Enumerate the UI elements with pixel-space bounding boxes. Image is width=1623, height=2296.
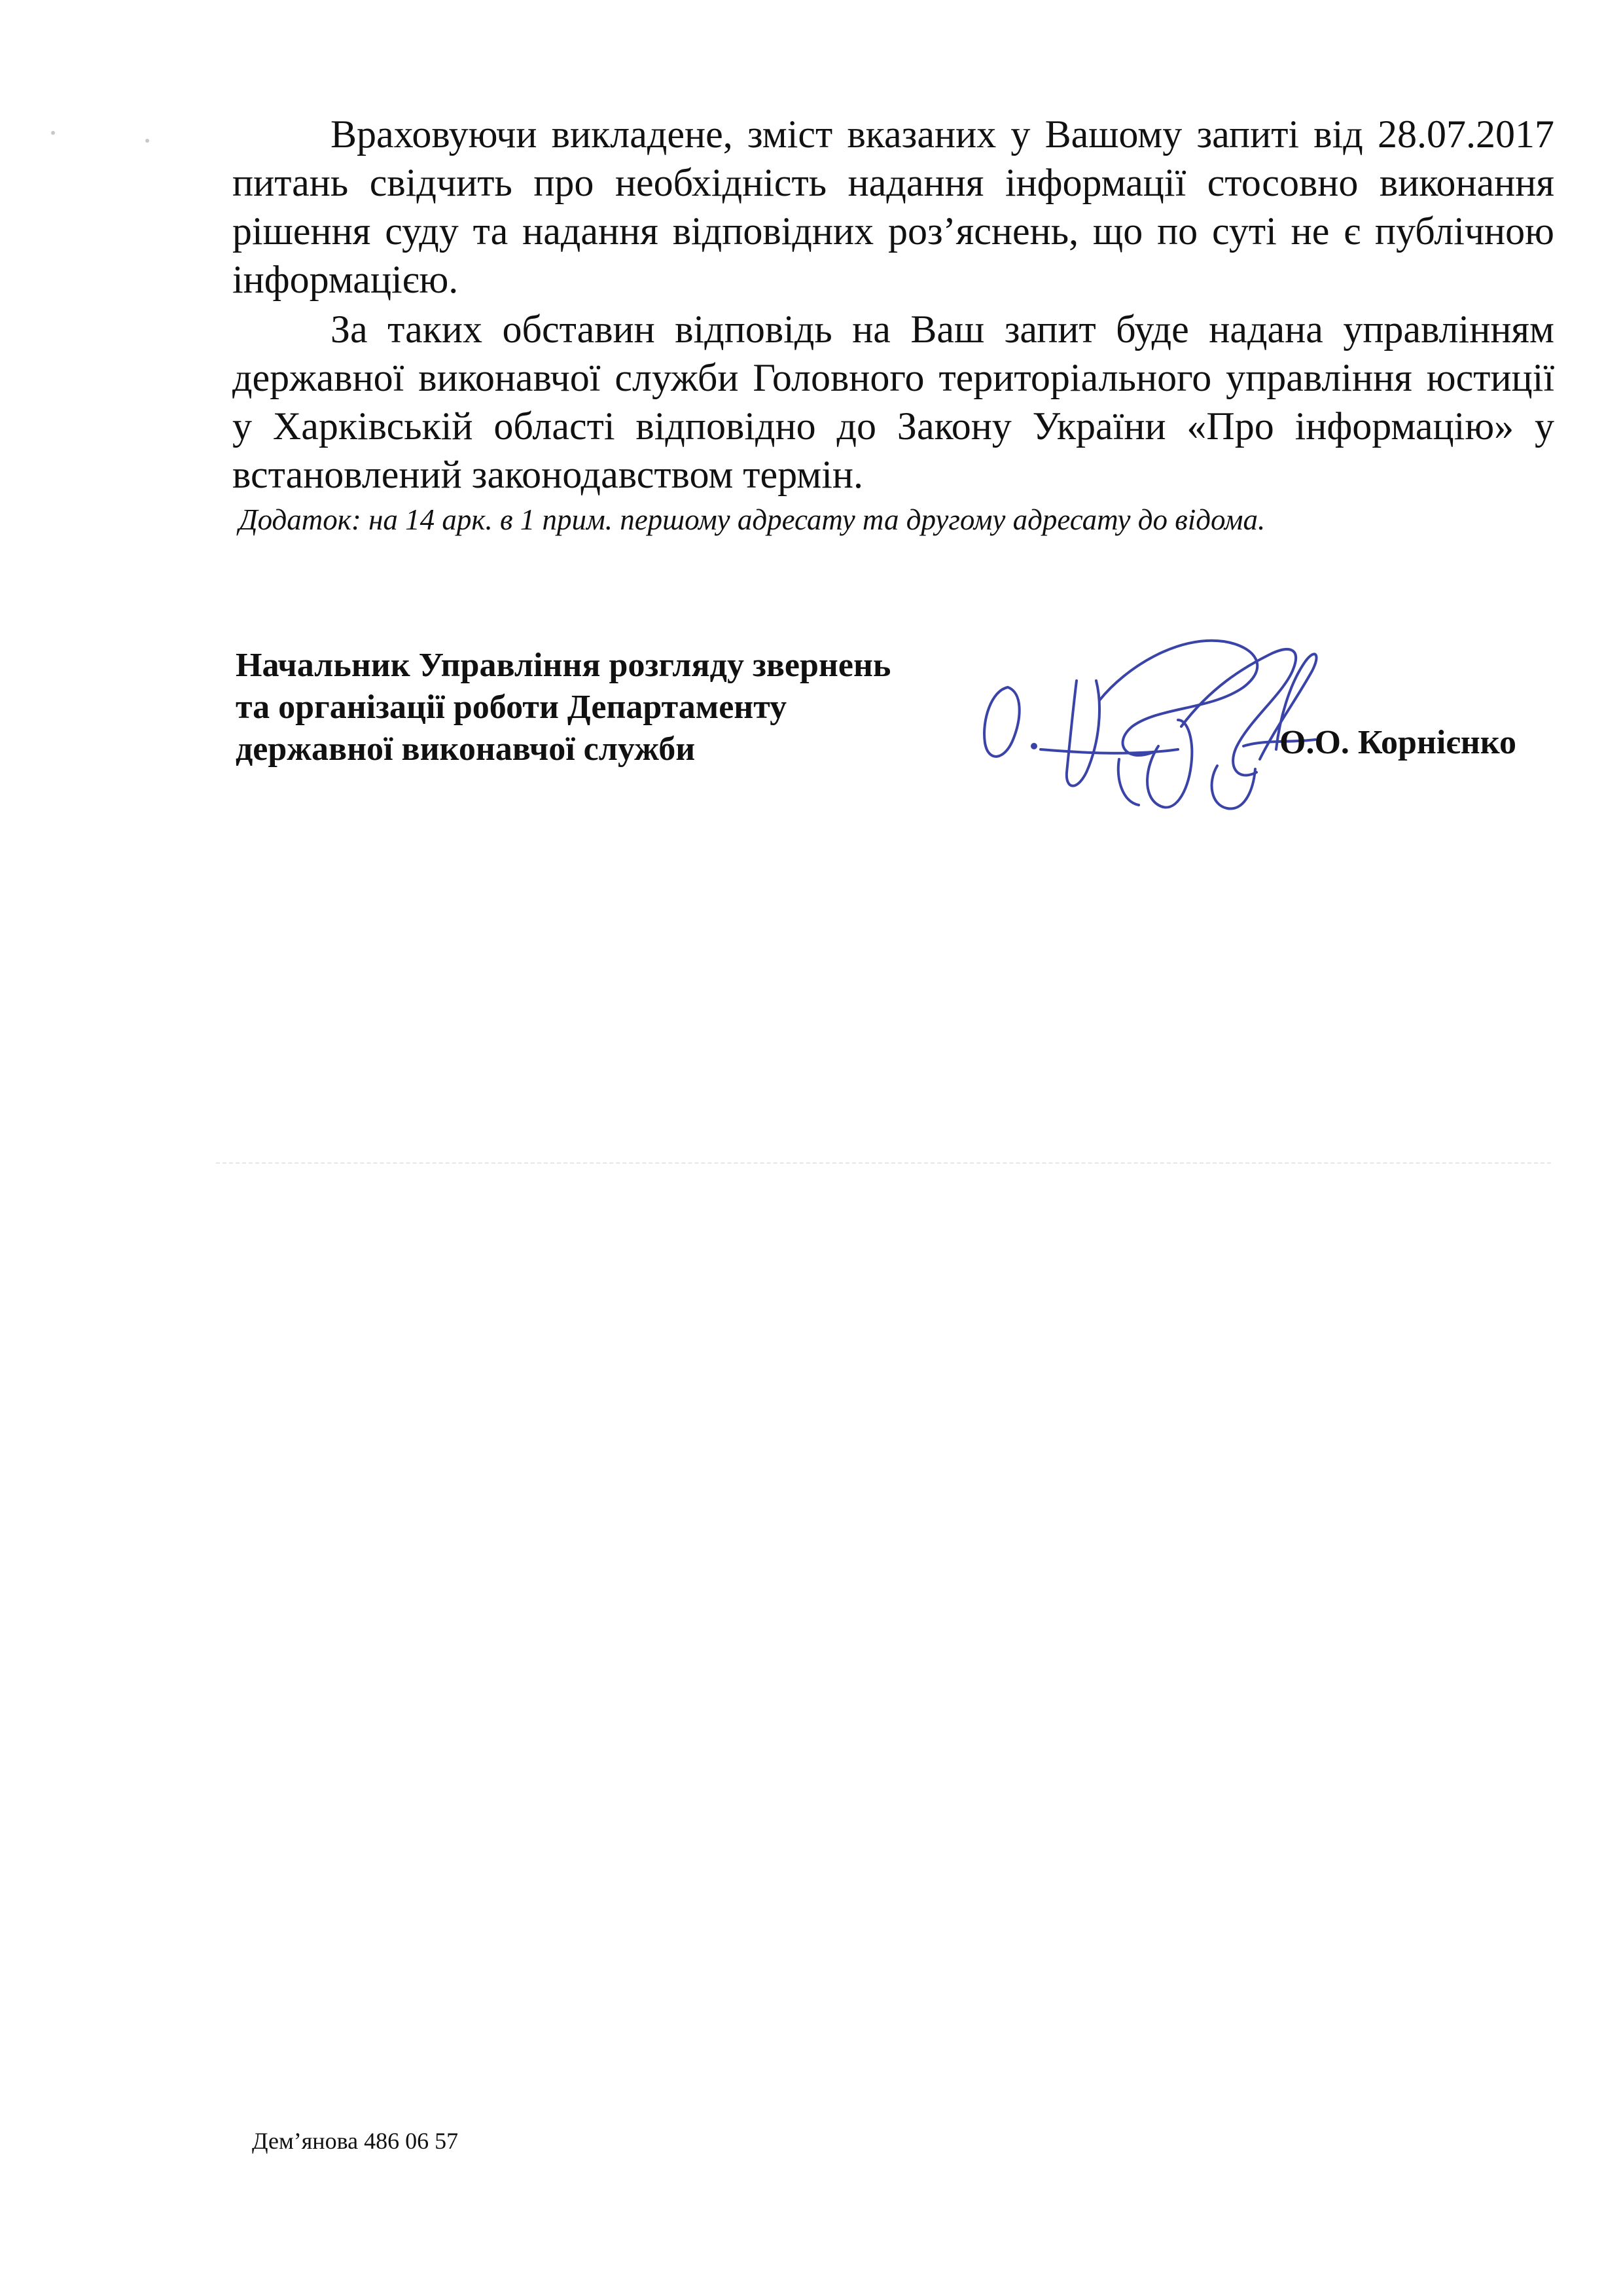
- handwritten-signature-icon: [962, 609, 1381, 831]
- signatory-position: [236, 645, 891, 770]
- scan-artifact-line: [216, 1162, 1551, 1164]
- signer-name: О.О. Корнієнко: [1279, 724, 1517, 761]
- signatory-position-line-1: Начальник Управління розгляду звернень: [236, 647, 891, 684]
- signatory-position-line-2: та організації роботи Департаменту: [236, 689, 787, 726]
- signatory-position-line-3: державної виконавчої служби: [236, 730, 696, 768]
- attachment-note: Додаток: на 14 арк. в 1 прим. першому адресату та другому адресату до відома.: [239, 503, 1266, 536]
- scan-dot: [145, 139, 149, 143]
- scan-dot: [51, 131, 55, 135]
- paragraph-2: За таких обставин відповідь на Ваш запит буде надана управлінням державної виконавчої служби Головного територіального управління юстиції у Харківській області відповідно до Закону України «Про інформацію» у встановлений законодавством термін.: [232, 308, 1554, 496]
- executor-contact: Дем’янова 486 06 57: [252, 2128, 459, 2154]
- paragraph-1: Враховуючи викладене, зміст вказаних у Вашому запиті від 28.07.2017 питань свідчить про необхідність надання інформації стосовно виконання рішення суду та надання відповідних роз’яснень, що по суті не є публічною інформацією.: [232, 113, 1554, 301]
- letter-body: [232, 110, 1554, 500]
